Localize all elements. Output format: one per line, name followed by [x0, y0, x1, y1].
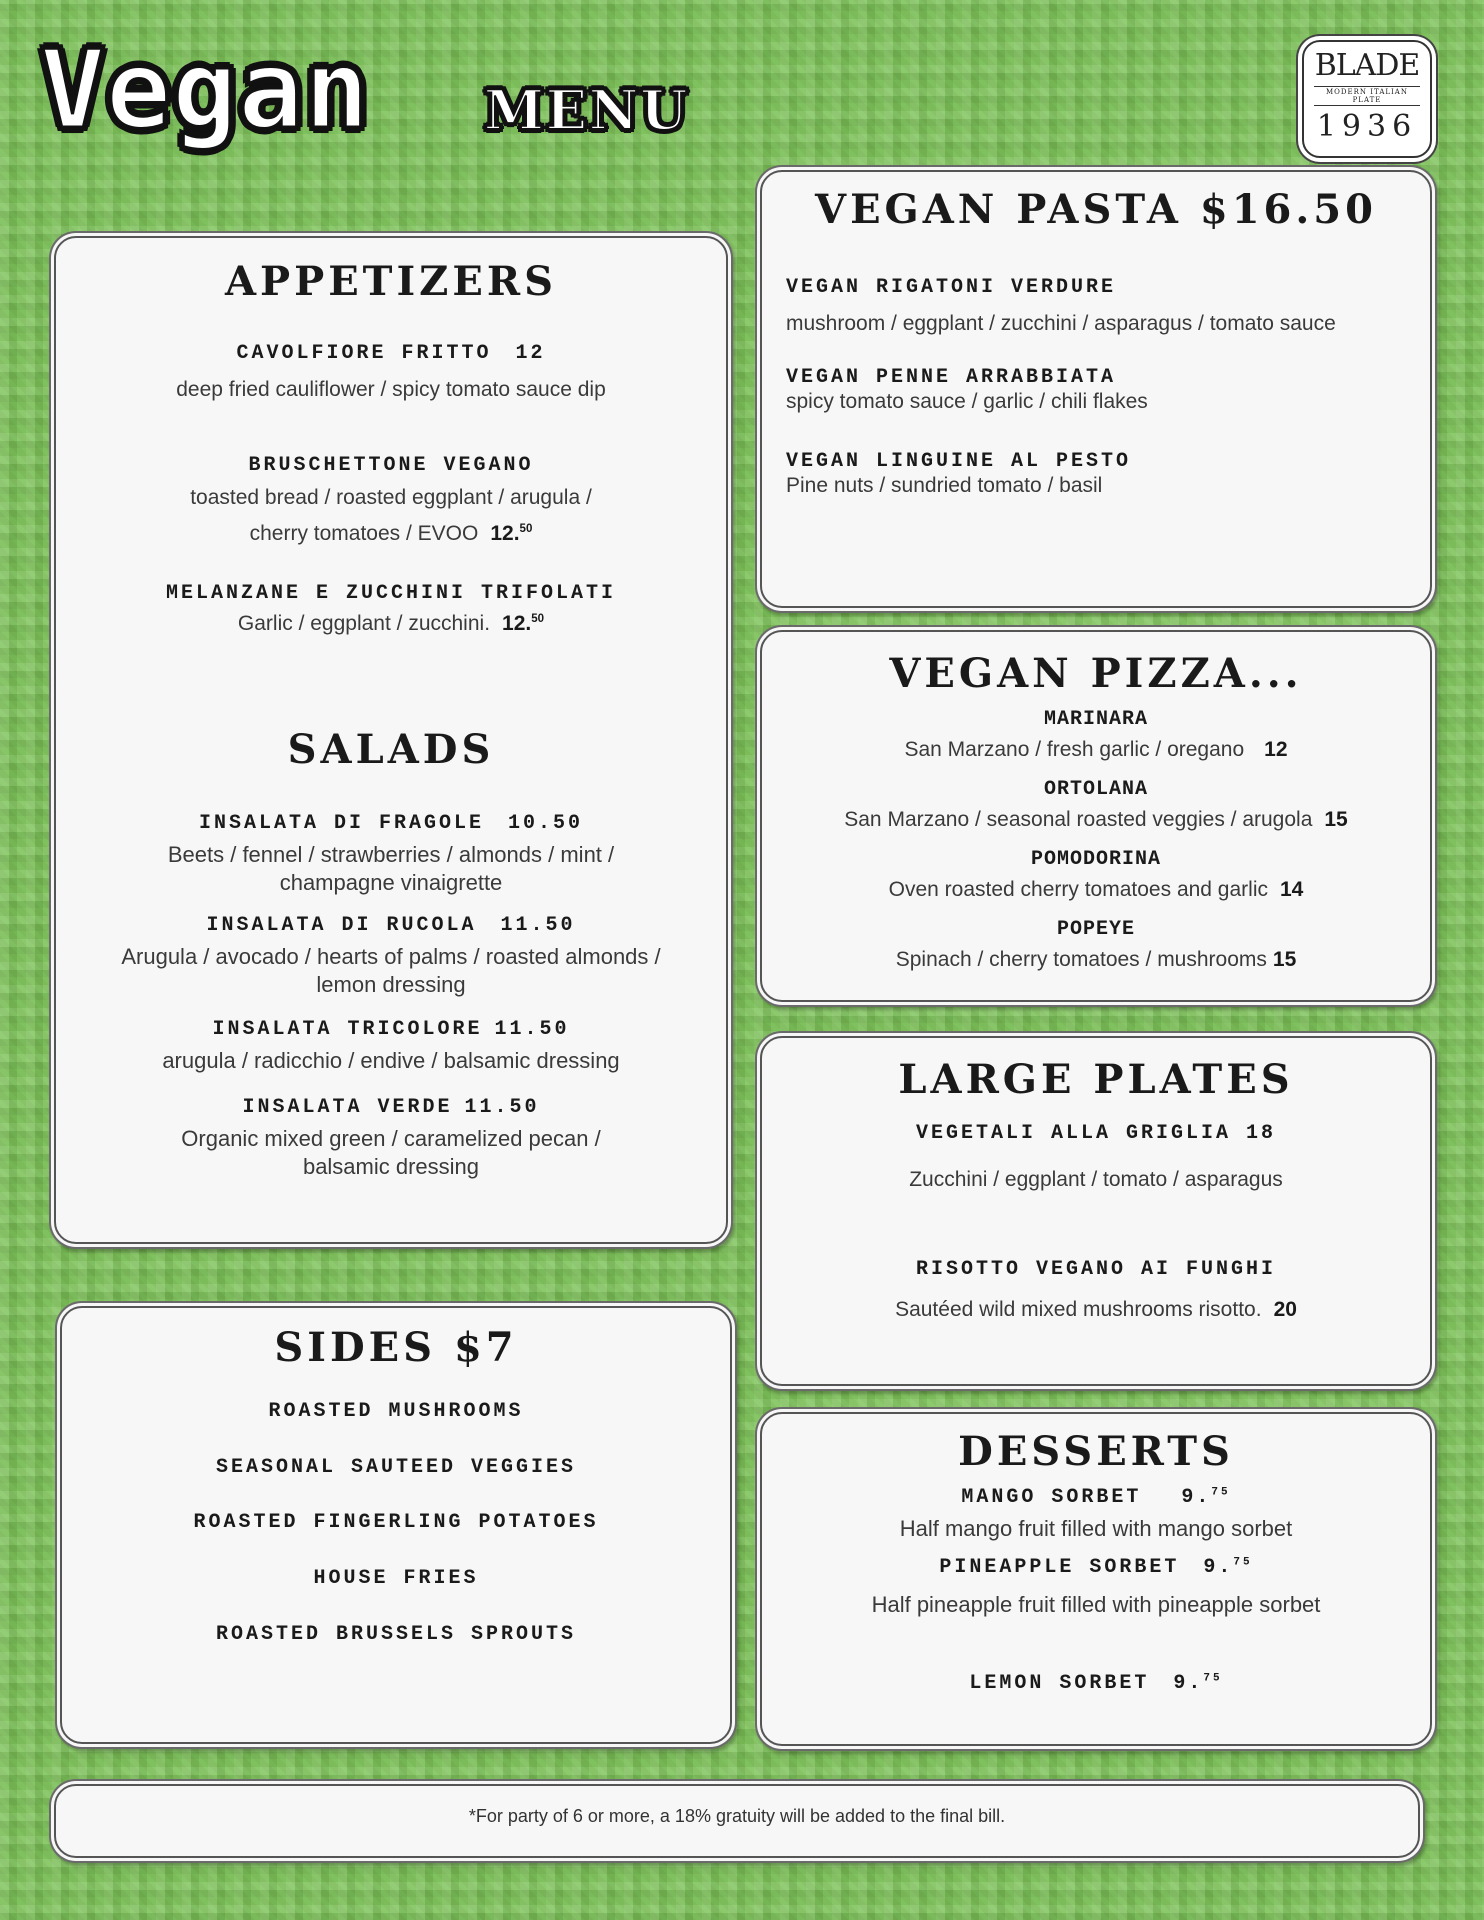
menu-item-desc: Beets / fennel / strawberries / almonds / mint /	[167, 842, 615, 867]
desserts-panel	[760, 1412, 1432, 1746]
sides-panel	[60, 1306, 732, 1744]
menu-item-desc: Arugula / avocado / hearts of palms / roasted almonds /	[121, 944, 661, 969]
menu-item-desc: Sautéed wild mixed mushrooms risotto. 20	[895, 1298, 1297, 1321]
menu-item-desc: Half mango fruit filled with mango sorbet	[899, 1516, 1293, 1541]
menu-item-name: INSALATA DI RUCOLA 11.50	[206, 914, 576, 937]
desserts-title: DESSERTS	[958, 1428, 1234, 1475]
menu-item-name: PINEAPPLE SORBET 9.75	[939, 1556, 1253, 1579]
menu-item-name: BRUSCHETTONE VEGANO	[248, 454, 534, 477]
menu-item-name: INSALATA TRICOLORE 11.50	[212, 1018, 570, 1041]
appetizers-title: APPETIZERS	[225, 258, 557, 305]
menu-item-name: LEMON SORBET 9.75	[969, 1672, 1223, 1695]
menu-item-desc: champagne vinaigrette	[279, 870, 503, 895]
large-plates-panel	[760, 1036, 1432, 1386]
menu-item-desc: Garlic / eggplant / zucchini. 12.50	[237, 612, 545, 635]
menu-item-desc: Zucchini / eggplant / tomato / asparagus	[909, 1168, 1283, 1191]
side-item: ROASTED MUSHROOMS	[268, 1400, 524, 1423]
pizza-panel	[760, 630, 1432, 1002]
menu-item-desc: Oven roasted cherry tomatoes and garlic 14	[888, 878, 1304, 901]
menu-item-name: INSALATA DI FRAGOLE 10.50	[198, 812, 584, 835]
menu-item-desc: toasted bread / roasted eggplant / arugula /	[190, 486, 592, 509]
menu-item-desc: balsamic dressing	[302, 1154, 480, 1179]
gratuity-note-panel	[54, 1784, 1420, 1858]
menu-item-desc: Half pineapple fruit filled with pineapple sorbet	[871, 1592, 1321, 1617]
menu-item-name: MELANZANE E ZUCCHINI TRIFOLATI	[165, 582, 617, 605]
menu-item-name: VEGAN PENNE ARRABBIATA	[786, 366, 1117, 389]
menu-item-desc: deep fried cauliflower / spicy tomato sauce dip	[176, 378, 606, 401]
menu-item-name: ORTOLANA	[1043, 778, 1148, 801]
side-item: ROASTED FINGERLING POTATOES	[193, 1511, 599, 1534]
menu-item-desc: cherry tomatoes / EVOO 12.50	[249, 522, 533, 545]
menu-item-name: VEGETALI ALLA GRIGLIA 18	[915, 1122, 1277, 1145]
menu-item-name: MARINARA	[1043, 708, 1148, 731]
menu-item-desc: Pine nuts / sundried tomato / basil	[786, 474, 1103, 497]
appetizers-salads-panel	[54, 236, 728, 1244]
menu-item-name: POMODORINA	[1030, 848, 1162, 871]
pizza-title: VEGAN PIZZA...	[889, 650, 1303, 697]
gratuity-note: *For party of 6 or more, a 18% gratuity will be added to the final bill.	[468, 1806, 1006, 1826]
blade-1936-logo	[1302, 40, 1432, 158]
menu-item-desc: San Marzano / fresh garlic / oregano 12	[904, 738, 1288, 761]
menu-item-name: CAVOLFIORE FRITTO 12	[236, 342, 546, 365]
logo-year: 1936	[1316, 109, 1418, 144]
title-menu: MENU	[484, 78, 690, 142]
menu-item-desc: arugula / radicchio / endive / balsamic dressing	[162, 1048, 620, 1073]
salads-title: SALADS	[287, 726, 495, 773]
menu-item-desc: mushroom / eggplant / zucchini / asparagus / tomato sauce	[786, 312, 1336, 335]
menu-item-name: POPEYE	[1056, 918, 1135, 941]
menu-item-name: VEGAN LINGUINE AL PESTO	[786, 450, 1132, 473]
menu-item-name: VEGAN RIGATONI VERDURE	[786, 276, 1117, 299]
logo-name: BLADE	[1314, 48, 1420, 83]
menu-item-desc: lemon dressing	[316, 972, 466, 997]
sides-title: SIDES $7	[274, 1324, 518, 1371]
menu-item-name: INSALATA VERDE 11.50	[242, 1096, 540, 1119]
side-item: SEASONAL SAUTEED VEGGIES	[215, 1456, 577, 1479]
pasta-title: VEGAN PASTA $16.50	[815, 186, 1377, 233]
menu-item-name: RISOTTO VEGANO AI FUNGHI	[915, 1258, 1277, 1281]
menu-item-desc: spicy tomato sauce / garlic / chili flakes	[786, 390, 1148, 413]
side-item: ROASTED BRUSSELS SPROUTS	[215, 1623, 577, 1646]
menu-item-desc: San Marzano / seasonal roasted veggies / arugola 15	[844, 808, 1348, 831]
side-item: HOUSE FRIES	[313, 1567, 479, 1590]
pasta-panel	[760, 170, 1432, 608]
logo-tagline: MODERN ITALIAN PLATE	[1314, 86, 1420, 106]
title-vegan: Vegan	[40, 28, 371, 153]
menu-item-desc: Spinach / cherry tomatoes / mushrooms 15	[895, 948, 1297, 971]
menu-item-name: MANGO SORBET 9.75	[961, 1486, 1231, 1509]
menu-item-desc: Organic mixed green / caramelized pecan /	[181, 1126, 601, 1151]
large-plates-title: LARGE PLATES	[898, 1056, 1294, 1103]
